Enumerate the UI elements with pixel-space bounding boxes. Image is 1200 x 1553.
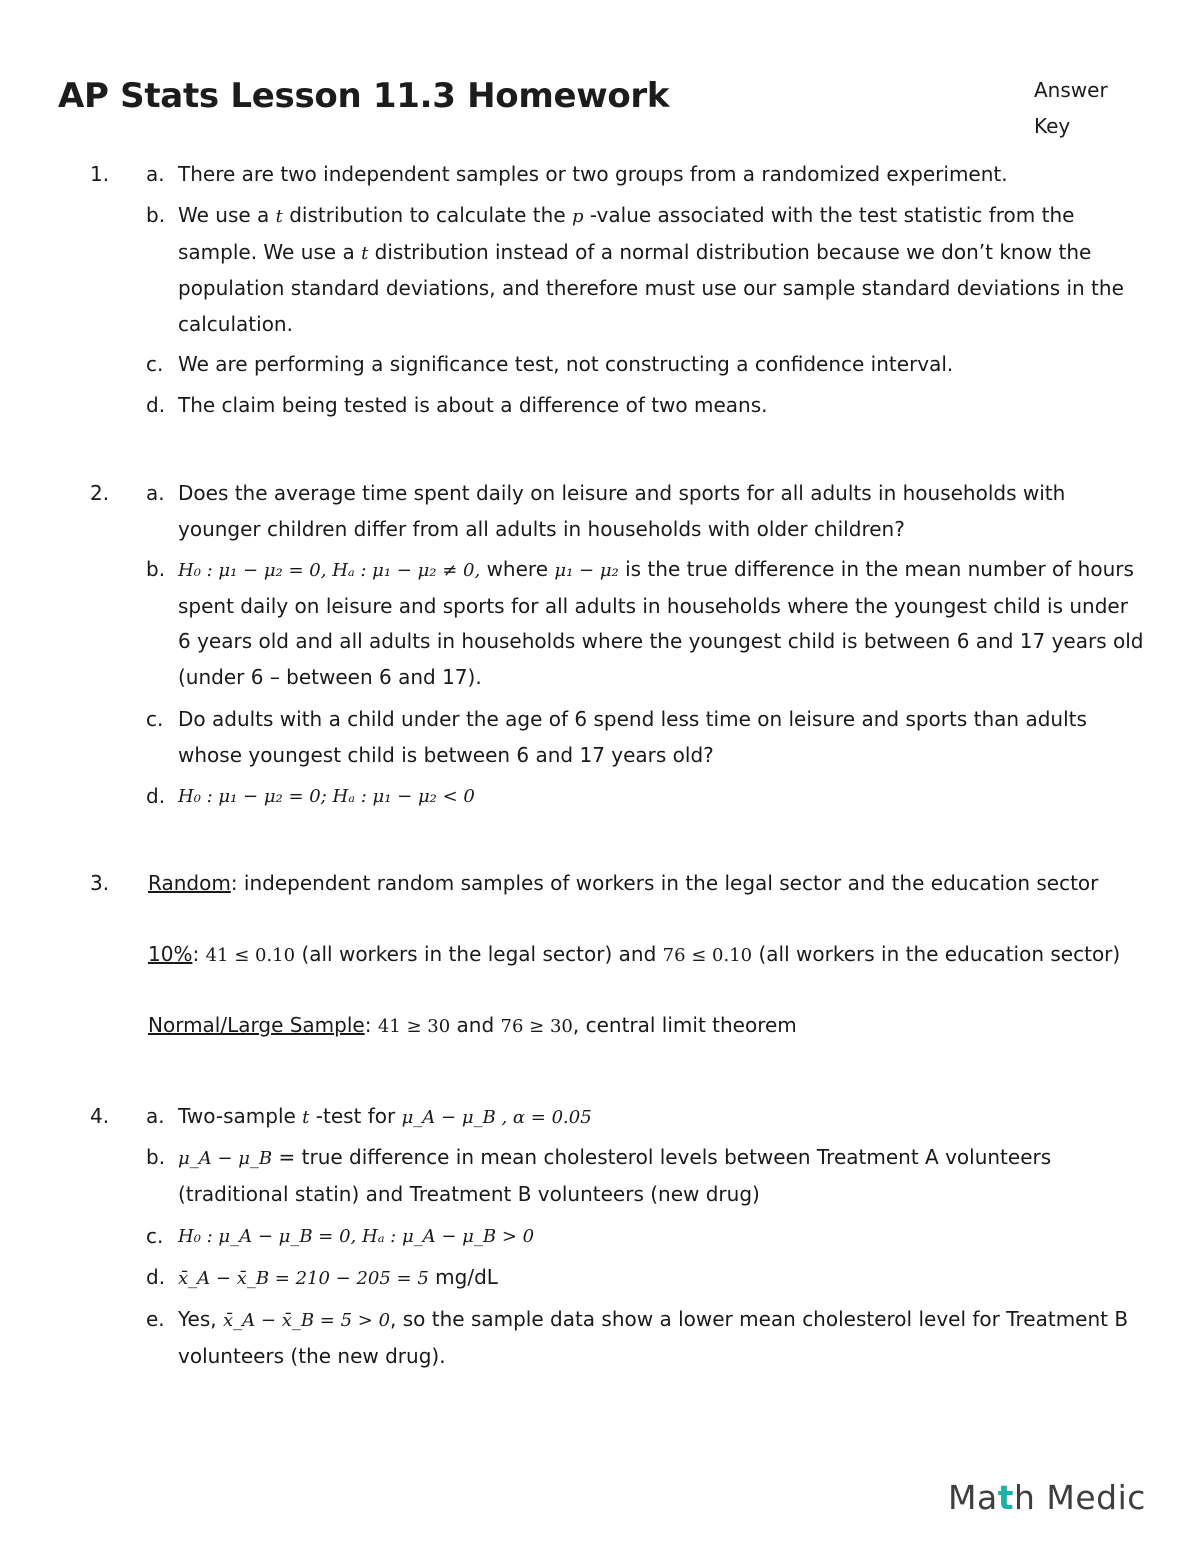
item-label: d.: [146, 784, 166, 808]
hypothesis-math: H₀ : μ₁ − μ₂ = 0; Hₐ : μ₁ − μ₂ < 0: [178, 786, 475, 807]
item-label: a.: [146, 162, 165, 186]
answer-1c: [146, 347, 1146, 383]
item-label: b.: [146, 1145, 166, 1169]
answer-2b: [146, 552, 1146, 695]
plus-icon: t: [997, 1478, 1014, 1517]
answer-text: μ_A − μ_B = true difference in mean cholesterol levels between Treatment A volunteers (traditional statin) and Treatment B volunteers (new drug): [178, 1145, 1052, 1206]
question-number: 4.: [90, 1104, 110, 1128]
item-label: d.: [146, 1265, 166, 1289]
condition-random: Random: independent random samples of workers in the legal sector and the education sector: [148, 871, 1099, 895]
answer-key-label: [1034, 72, 1144, 144]
answer-text: The claim being tested is about a difference of two means.: [178, 393, 768, 417]
item-label: a.: [146, 481, 165, 505]
condition-ten-percent: 10%: 41 ≤ 0.10 (all workers in the legal sector) and 76 ≤ 0.10 (all workers in the education sector): [148, 942, 1121, 966]
math-medic-logo: Math Medic: [948, 1478, 1146, 1517]
item-label: c.: [146, 1224, 164, 1248]
answer-text: There are two independent samples or two groups from a randomized experiment.: [178, 162, 1008, 186]
answer-1d: [146, 388, 1146, 424]
question-number: 2.: [90, 481, 110, 505]
answer-4b: [146, 1140, 1146, 1212]
answer-text: We are performing a significance test, not constructing a confidence interval.: [178, 352, 954, 376]
answer-1a: [146, 157, 1146, 193]
answer-key-line2: Key: [1034, 114, 1071, 138]
answer-text: Does the average time spent daily on leisure and sports for all adults in households with younger children differ from all adults in households with older children?: [178, 481, 1066, 541]
item-label: a.: [146, 1104, 165, 1128]
answer-text: Two-sample t -test for μ_A − μ_B , α = 0.05: [178, 1104, 592, 1128]
condition-normal: Normal/Large Sample: 41 ≥ 30 and 76 ≥ 30, central limit theorem: [148, 1013, 797, 1037]
answer-text: Do adults with a child under the age of 6 spend less time on leisure and sports than adults whose youngest child is between 6 and 17 years old?: [178, 707, 1087, 767]
answer-2a: [146, 476, 1146, 547]
answer-4a: [146, 1099, 1146, 1136]
hypothesis-math: H₀ : μ₁ − μ₂ = 0, Hₐ : μ₁ − μ₂ ≠ 0,: [178, 560, 481, 581]
answer-text: x̄_A − x̄_B = 210 − 205 = 5 mg/dL: [178, 1265, 498, 1289]
condition-label: Normal/Large Sample: [148, 1013, 365, 1037]
answer-4e: [146, 1302, 1146, 1374]
answer-4d: [146, 1260, 1146, 1297]
question-number: 1.: [90, 162, 110, 186]
answer-text: H₀ : μ₁ − μ₂ = 0, Hₐ : μ₁ − μ₂ ≠ 0, where μ₁ − μ₂ is the true difference in the mean number of hours spent daily on leisure and sports for all adults in households where the youngest child is under 6 years old and all adults in households where the youngest child is between 6 and 17 years old (under 6 – between 6 and 17).: [178, 557, 1144, 689]
answer-2c: [146, 702, 1146, 773]
answer-4c: [146, 1219, 1146, 1255]
question-number: 3.: [90, 871, 110, 895]
condition-label: Random: [148, 871, 231, 895]
item-label: c.: [146, 707, 164, 731]
answer-2d: [146, 779, 1146, 815]
answer-1b: [146, 198, 1146, 342]
item-label: d.: [146, 393, 166, 417]
answer-key-line1: Answer: [1034, 78, 1108, 102]
item-label: b.: [146, 557, 166, 581]
item-label: e.: [146, 1307, 165, 1331]
answer-text: Yes, x̄_A − x̄_B = 5 > 0, so the sample data show a lower mean cholesterol level for Treatment B volunteers (the new drug).: [178, 1307, 1129, 1368]
item-label: c.: [146, 352, 164, 376]
hypothesis-math: H₀ : μ_A − μ_B = 0, Hₐ : μ_A − μ_B > 0: [178, 1226, 535, 1247]
answer-text: We use a t distribution to calculate the p -value associated with the test statistic from the sample. We use a t distribution instead of a normal distribution because we don’t know the population standard deviations, and therefore must use our sample standard deviations in the calculation.: [178, 203, 1124, 336]
page-title: AP Stats Lesson 11.3 Homework: [58, 76, 670, 116]
condition-label: 10%: [148, 942, 193, 966]
item-label: b.: [146, 203, 166, 227]
